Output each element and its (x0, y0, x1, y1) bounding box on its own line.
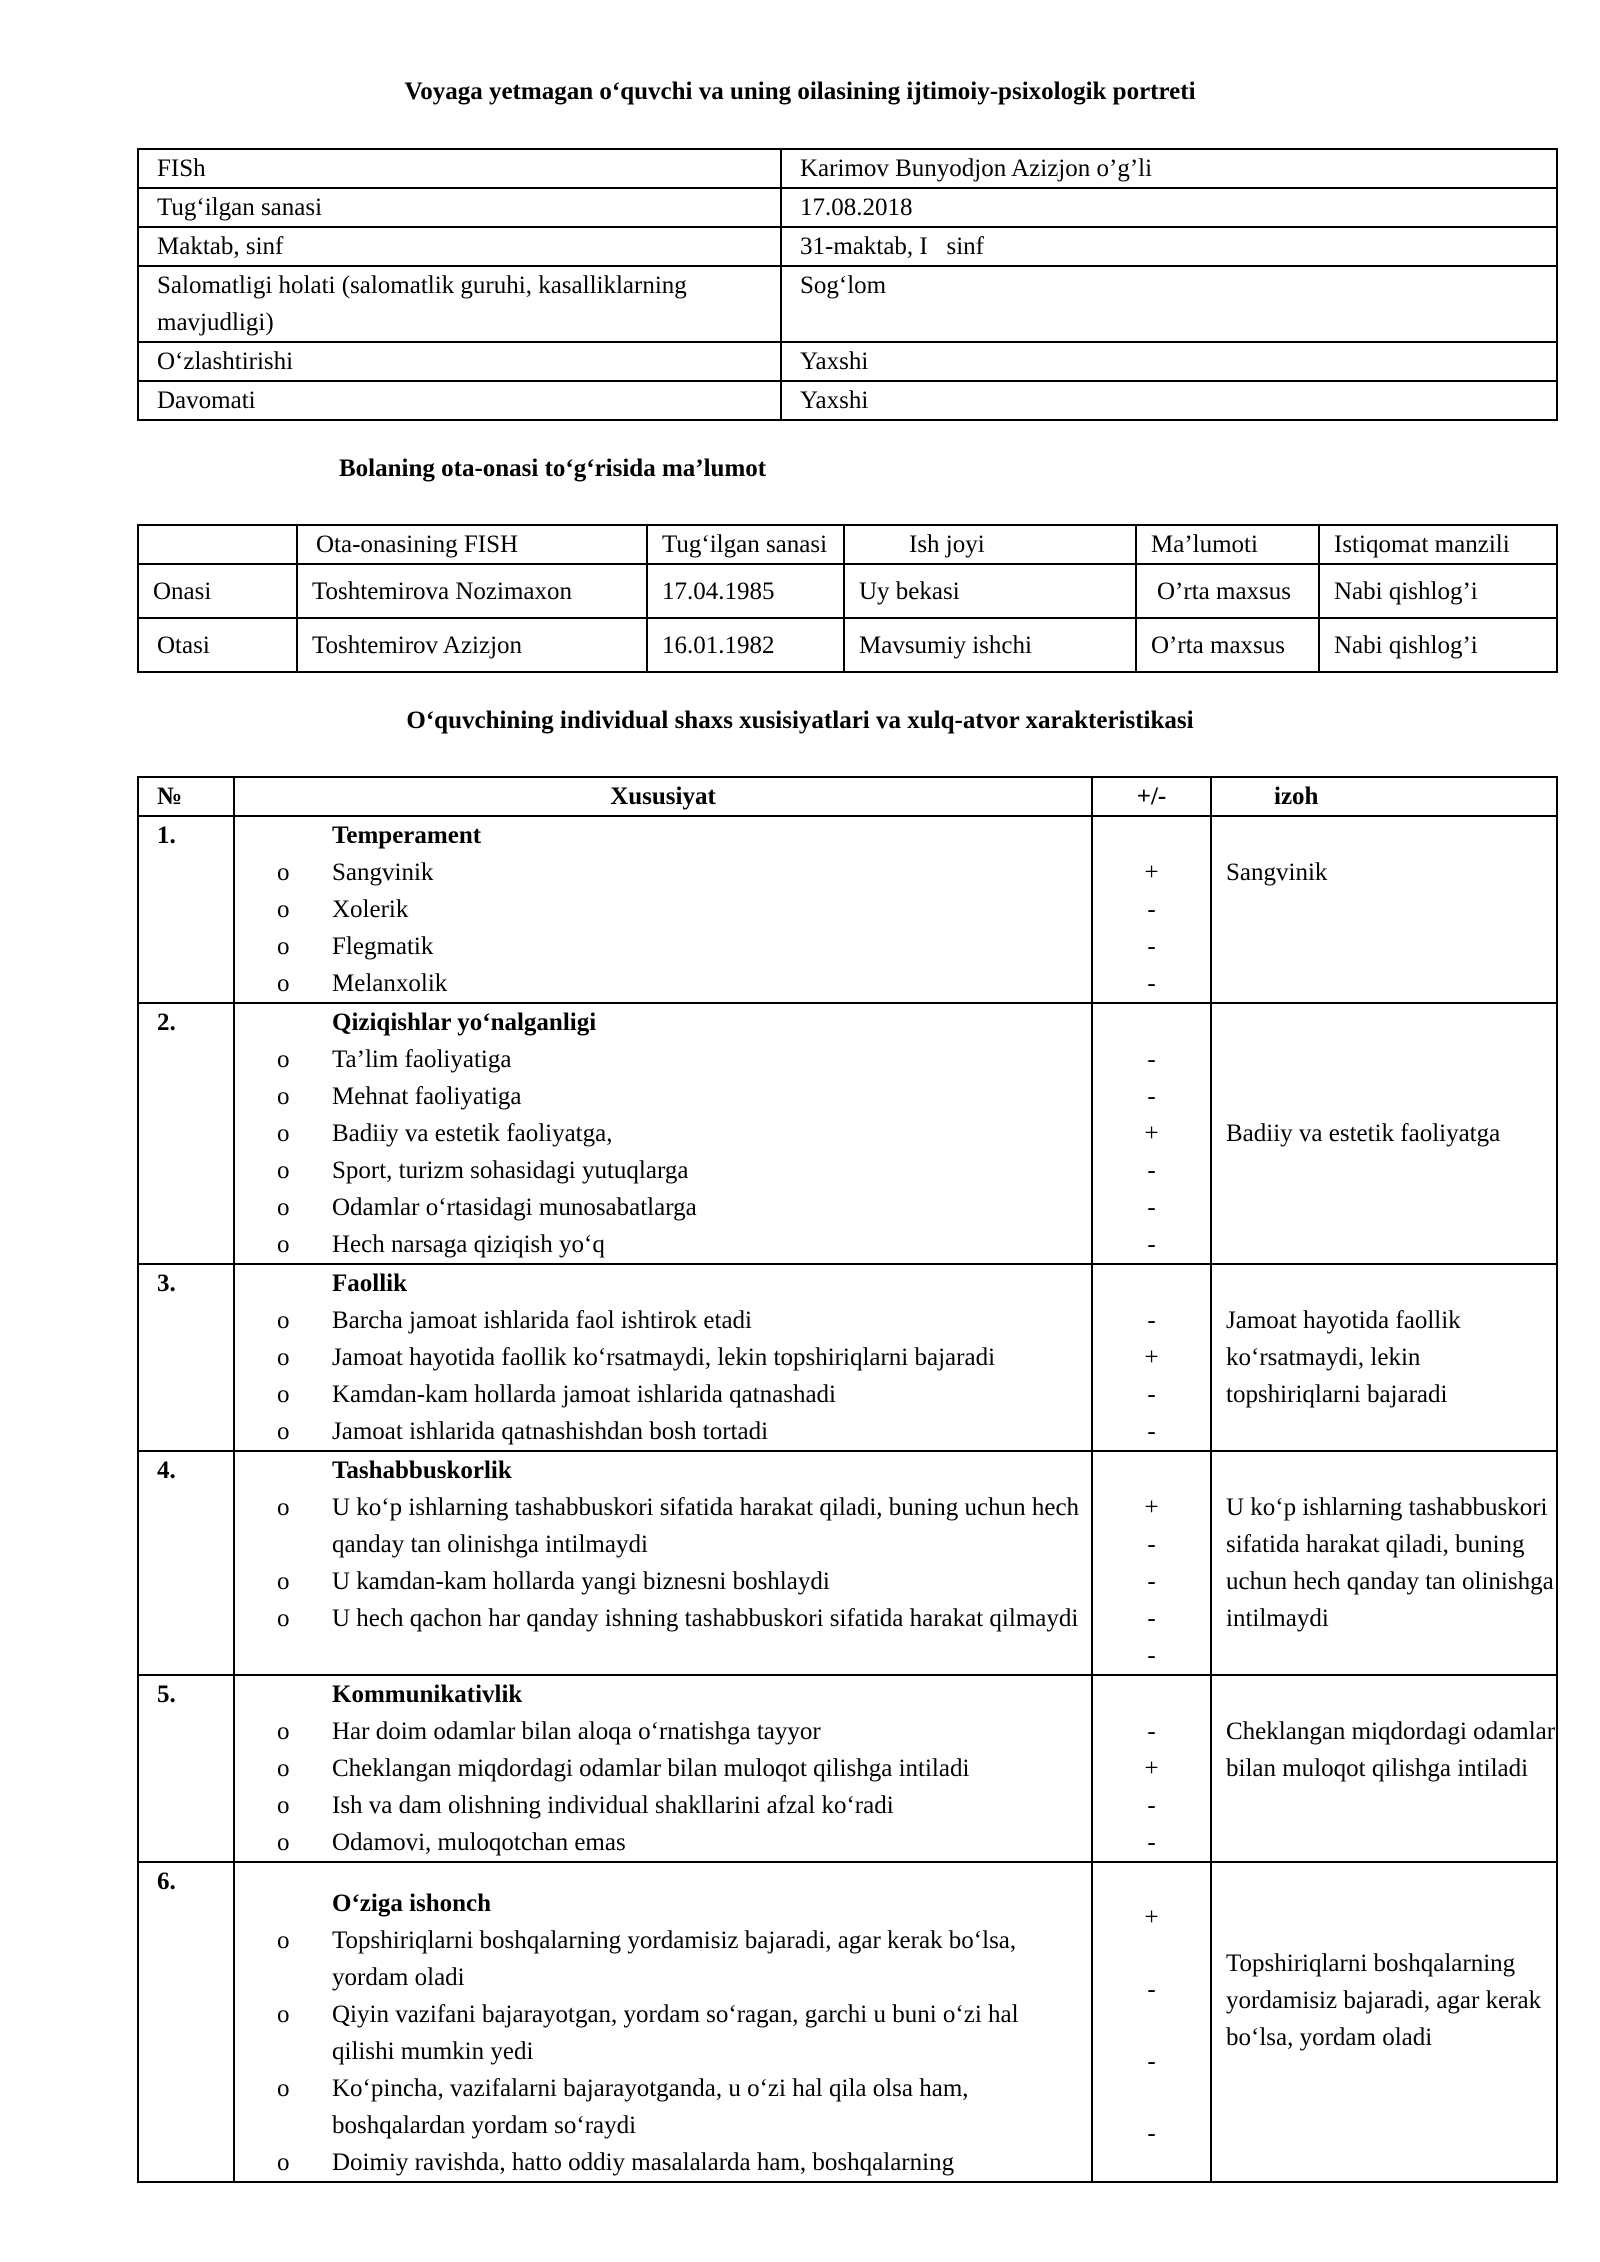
sign-cell (1092, 1264, 1211, 1451)
sign-cell (1092, 1862, 1211, 2182)
sign-value: - (1147, 970, 1156, 997)
section-heading: Kommunikativlik (332, 1681, 523, 1708)
section-number: 5. (138, 1675, 234, 1862)
list-item: o Ish va dam olishning individual shakllarini afzal ko‘radi (235, 1787, 1091, 1824)
table-cell: Uy bekasi (844, 564, 1136, 618)
list-item: o Cheklangan miqdordagi odamlar bilan muloqot qilishga intiladi (235, 1750, 1091, 1787)
note-text: Cheklangan miqdordagi odamlar bilan muloqot qilishga intiladi (1226, 1718, 1556, 1782)
sign-value: - (1147, 1829, 1156, 1856)
info-label: Tug‘ilgan sanasi (138, 188, 781, 227)
table-cell: O’rta maxsus (1136, 618, 1319, 672)
info-label: Salomatligi holati (salomatlik guruhi, kasalliklarning mavjudligi) (138, 266, 781, 342)
sign-value: + (1144, 1120, 1159, 1147)
sign-value: - (1147, 896, 1156, 923)
table-header-row (138, 525, 1557, 564)
traits-table (137, 776, 1558, 2183)
list-item: o U ko‘p ishlarning tashabbuskori sifatida harakat qiladi, buning uchun hech qanday tan olinishga intilmaydi (235, 1489, 1091, 1563)
info-value: Karimov Bunyodjon Azizjon o’g’li (781, 149, 1557, 188)
sign-cell (1092, 1003, 1211, 1264)
section-heading: Tashabbuskorlik (332, 1457, 512, 1484)
table-cell: Toshtemirov Azizjon (297, 618, 647, 672)
sign-value: - (1147, 1157, 1156, 1184)
list-item: o Jamoat ishlarida qatnashishdan bosh tortadi (235, 1413, 1091, 1450)
parents-section-title: Bolaning ota-onasi to‘g‘risida ma’lumot (339, 455, 767, 482)
bullet-icon: o (277, 1792, 290, 1819)
info-value: 17.08.2018 (781, 188, 1557, 227)
sign-value: + (1144, 1904, 1159, 1931)
info-value: Yaxshi (781, 342, 1557, 381)
list-item: o Mehnat faoliyatiga (235, 1078, 1091, 1115)
section-heading: Faollik (332, 1270, 408, 1297)
list-item: o Melanxolik (235, 965, 1091, 1002)
column-header-number: № (138, 777, 234, 816)
note-cell (1211, 1675, 1557, 1862)
list-item: o Ta’lim faoliyatiga (235, 1041, 1091, 1078)
bullet-icon: o (277, 1307, 290, 1334)
table-cell: Otasi (138, 618, 297, 672)
list-item: o Odamovi, muloqotchan emas (235, 1824, 1091, 1861)
bullet-icon: o (277, 2075, 290, 2102)
section-number: 4. (138, 1451, 234, 1675)
list-item: o Barcha jamoat ishlarida faol ishtirok etadi (235, 1302, 1091, 1339)
section-number: 1. (138, 816, 234, 1003)
table-row (138, 1862, 1557, 2182)
column-header (138, 525, 297, 564)
trait-cell (234, 1264, 1092, 1451)
bullet-icon: o (277, 1755, 290, 1782)
trait-cell (234, 1451, 1092, 1675)
note-text: Badiiy va estetik faoliyatga (1226, 1120, 1501, 1147)
table-cell: 16.01.1982 (647, 618, 844, 672)
sign-value: - (1147, 2048, 1156, 2075)
info-label: Davomati (138, 381, 781, 420)
note-cell (1211, 1003, 1557, 1264)
column-header-sign: +/- (1092, 777, 1211, 816)
bullet-icon: o (277, 1605, 290, 1632)
table-cell: 17.04.1985 (647, 564, 844, 618)
table-row (138, 1451, 1557, 1675)
table-cell: Onasi (138, 564, 297, 618)
table-row (138, 1675, 1557, 1862)
column-header-note: izoh (1211, 777, 1557, 816)
sign-value: - (1147, 2120, 1156, 2147)
list-item: o Har doim odamlar bilan aloqa o‘rnatishga tayyor (235, 1713, 1091, 1750)
list-item: o U hech qachon har qanday ishning tashabbuskori sifatida harakat qilmaydi (235, 1600, 1091, 1637)
note-text: Jamoat hayotida faollik ko‘rsatmaydi, lekin topshiriqlarni bajaradi (1226, 1307, 1461, 1408)
list-item: o Jamoat hayotida faollik ko‘rsatmaydi, lekin topshiriqlarni bajaradi (235, 1339, 1091, 1376)
column-header: Tug‘ilgan sanasi (647, 525, 844, 564)
traits-section-title: O‘quvchining individual shaxs xusisiyatlari va xulq-atvor xarakteristikasi (406, 707, 1194, 734)
table-row (138, 188, 1557, 227)
bullet-icon: o (277, 1344, 290, 1371)
document-title: Voyaga yetmagan o‘quvchi va uning oilasining ijtimoiy-psixologik portreti (404, 78, 1196, 105)
bullet-icon: o (277, 1046, 290, 1073)
sign-value: - (1147, 1194, 1156, 1221)
info-value: Sog‘lom (781, 266, 1557, 342)
list-item: o Badiiy va estetik faoliyatga, (235, 1115, 1091, 1152)
sign-value: - (1147, 1792, 1156, 1819)
table-cell: Toshtemirova Nozimaxon (297, 564, 647, 618)
sign-value: - (1147, 1568, 1156, 1595)
bullet-icon: o (277, 1194, 290, 1221)
info-value: Yaxshi (781, 381, 1557, 420)
bullet-icon: o (277, 933, 290, 960)
list-item: o Topshiriqlarni boshqalarning yordamisiz bajaradi, agar kerak bo‘lsa, yordam oladi (235, 1922, 1091, 1996)
table-cell: O’rta maxsus (1136, 564, 1319, 618)
sign-value: - (1147, 1381, 1156, 1408)
note-text: Topshiriqlarni boshqalarning yordamisiz bajaradi, agar kerak bo‘lsa, yordam oladi (1226, 1950, 1542, 2051)
bullet-icon: o (277, 1083, 290, 1110)
sign-value: + (1144, 859, 1159, 886)
trait-cell (234, 1862, 1092, 2182)
info-label: FISh (138, 149, 781, 188)
table-cell: Nabi qishlog’i (1319, 564, 1557, 618)
list-item: o Doimiy ravishda, hatto oddiy masalalarda ham, boshqalarning (235, 2144, 1091, 2181)
sign-value: - (1147, 1046, 1156, 1073)
sign-cell (1092, 816, 1211, 1003)
bullet-icon: o (277, 1494, 290, 1521)
list-item: o Odamlar o‘rtasidagi munosabatlarga (235, 1189, 1091, 1226)
note-cell (1211, 816, 1557, 1003)
column-header: Istiqomat manzili (1319, 525, 1557, 564)
bullet-icon: o (277, 1418, 290, 1445)
table-row (138, 227, 1557, 266)
list-item: o Flegmatik (235, 928, 1091, 965)
info-value: 31-maktab, I sinf (781, 227, 1557, 266)
info-label: O‘zlashtirishi (138, 342, 781, 381)
section-heading: Temperament (332, 822, 482, 849)
sign-value: - (1147, 1307, 1156, 1334)
column-header: Ota-onasining FISH (297, 525, 647, 564)
note-cell (1211, 1264, 1557, 1451)
table-cell: Mavsumiy ishchi (844, 618, 1136, 672)
bullet-icon: o (277, 1927, 290, 1954)
bullet-icon: o (277, 896, 290, 923)
sign-value: - (1147, 1605, 1156, 1632)
trait-cell (234, 1003, 1092, 1264)
list-item: o Xolerik (235, 891, 1091, 928)
list-item: o Sangvinik (235, 854, 1091, 891)
student-info-table (137, 148, 1558, 421)
sign-value: - (1147, 1718, 1156, 1745)
table-header-row (138, 777, 1557, 816)
note-cell (1211, 1451, 1557, 1675)
bullet-icon: o (277, 1231, 290, 1258)
bullet-icon: o (277, 1120, 290, 1147)
bullet-icon: o (277, 1157, 290, 1184)
bullet-icon: o (277, 1829, 290, 1856)
table-row (138, 149, 1557, 188)
sign-value: - (1147, 1976, 1156, 2003)
section-heading: O‘ziga ishonch (332, 1890, 492, 1917)
sign-value: + (1144, 1755, 1159, 1782)
section-number: 6. (138, 1862, 234, 2182)
bullet-icon: o (277, 2001, 290, 2028)
list-item: o Qiyin vazifani bajarayotgan, yordam so‘ragan, garchi u buni o‘zi hal qilishi mumkin yedi (235, 1996, 1091, 2070)
bullet-icon: o (277, 970, 290, 997)
table-row (138, 1264, 1557, 1451)
table-cell: Nabi qishlog’i (1319, 618, 1557, 672)
list-item: o Hech narsaga qiziqish yo‘q (235, 1226, 1091, 1263)
section-heading: Qiziqishlar yo‘nalganligi (332, 1009, 597, 1036)
table-row (138, 1003, 1557, 1264)
list-item: o Sport, turizm sohasidagi yutuqlarga (235, 1152, 1091, 1189)
table-row (138, 266, 1557, 342)
list-item: o Ko‘pincha, vazifalarni bajarayotganda, u o‘zi hal qila olsa ham, boshqalardan yordam so‘raydi (235, 2070, 1091, 2144)
sign-value: + (1144, 1344, 1159, 1371)
bullet-icon: o (277, 1568, 290, 1595)
bullet-icon: o (277, 2149, 290, 2176)
column-header: Ma’lumoti (1136, 525, 1319, 564)
sign-cell (1092, 1451, 1211, 1675)
section-number: 2. (138, 1003, 234, 1264)
sign-value: - (1147, 933, 1156, 960)
trait-cell (234, 1675, 1092, 1862)
table-row (138, 564, 1557, 618)
sign-value: - (1147, 1418, 1156, 1445)
column-header-trait: Xususiyat (234, 777, 1092, 816)
column-header: Ish joyi (844, 525, 1136, 564)
list-item: o U kamdan-kam hollarda yangi biznesni boshlaydi (235, 1563, 1091, 1600)
note-text: Sangvinik (1226, 859, 1328, 886)
bullet-icon: o (277, 1718, 290, 1745)
parents-table (137, 524, 1558, 673)
info-label: Maktab, sinf (138, 227, 781, 266)
table-row (138, 618, 1557, 672)
sign-cell (1092, 1675, 1211, 1862)
trait-cell (234, 816, 1092, 1003)
section-number: 3. (138, 1264, 234, 1451)
bullet-icon: o (277, 859, 290, 886)
sign-value: - (1147, 1083, 1156, 1110)
bullet-icon: o (277, 1381, 290, 1408)
sign-value: + (1144, 1494, 1159, 1521)
table-row (138, 342, 1557, 381)
note-cell (1211, 1862, 1557, 2182)
sign-value: - (1147, 1231, 1156, 1258)
table-row (138, 381, 1557, 420)
list-item: o Kamdan-kam hollarda jamoat ishlarida qatnashadi (235, 1376, 1091, 1413)
sign-value: - (1147, 1642, 1156, 1669)
sign-value: - (1147, 1531, 1156, 1558)
note-text: U ko‘p ishlarning tashabbuskori sifatida harakat qiladi, buning uchun hech qanday tan olinishga intilmaydi (1226, 1494, 1554, 1632)
table-row (138, 816, 1557, 1003)
